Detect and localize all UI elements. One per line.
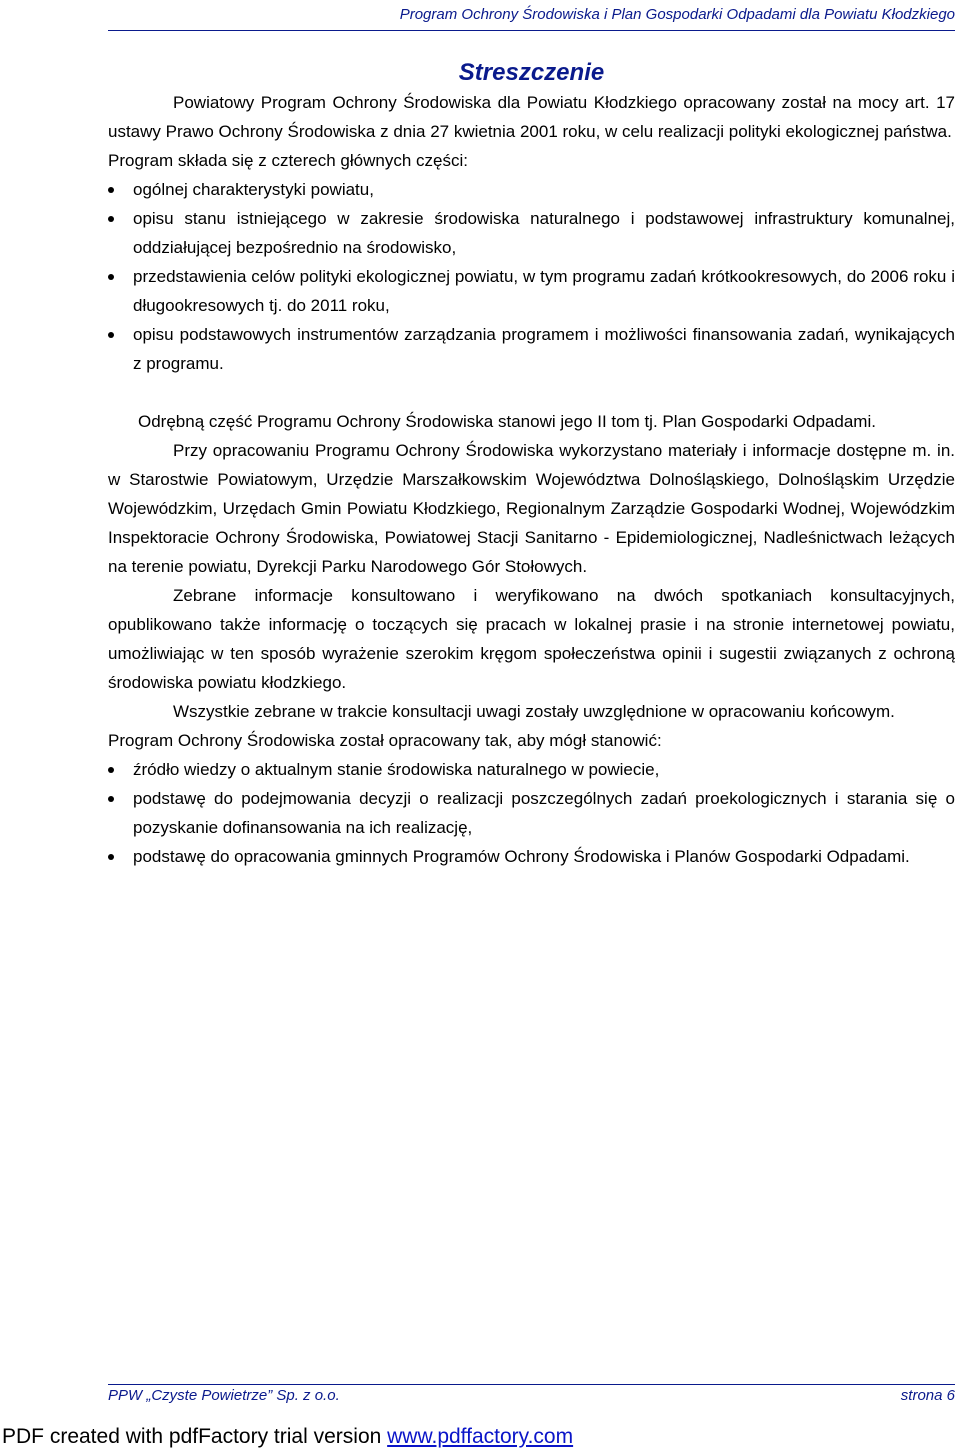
uses-list: [108, 755, 955, 871]
list-item: ogólnej charakterystyki powiatu,: [108, 175, 955, 204]
page-footer: [108, 1384, 955, 1405]
list-item: podstawę do opracowania gminnych Programów Ochrony Środowiska i Planów Gospodarki Odpadami.: [108, 842, 955, 871]
running-header: [108, 6, 955, 31]
list-item: opisu podstawowych instrumentów zarządzania programem i możliwości finansowania zadań, wynikających z programu.: [108, 320, 955, 378]
parts-list: [108, 175, 955, 378]
intro-paragraph: Powiatowy Program Ochrony Środowiska dla Powiatu Kłodzkiego opracowany został na mocy art. 17 ustawy Prawo Ochrony Środowiska z dnia 27 kwietnia 2001 roku, w celu realizacji polityki ekologicznej państwa.: [108, 93, 955, 141]
bullet-icon: [108, 274, 114, 280]
pdf-trial-notice: [2, 1424, 573, 1450]
page-title: Streszczenie: [458, 59, 605, 86]
paragraph-sources: Przy opracowaniu Programu Ochrony Środowiska wykorzystano materiały i informacje dostępne m. in. w Starostwie Powiatowym, Urzędzie Marszałkowskim Województwa Dolnośląskiego, Dolnośląskim Urzędzie Wojewódzkim, Urzędach Gmin Powiatu Kłodzkiego, Regionalnym Zarządzie Gospodarki Wodnej, Wojewódzkim Inspektoracie Ochrony Środowiska, Powiatowej Stacji Sanitarno - Epidemiologicznej, Nadleśnictwach leżących na terenie powiatu, Dyrekcji Parku Narodowego Gór Stołowych.: [108, 441, 955, 576]
list-item: źródło wiedzy o aktualnym stanie środowiska naturalnego w powiecie,: [108, 755, 955, 784]
bullet-icon: [108, 796, 114, 802]
list-item: podstawę do podejmowania decyzji o realizacji poszczególnych zadań proekologicznych i starania się o pozyskanie dofinansowania na ich realizację,: [108, 784, 955, 842]
pdffactory-link[interactable]: www.pdffactory.com: [387, 1425, 574, 1448]
bullet-icon: [108, 332, 114, 338]
header-text: Program Ochrony Środowiska i Plan Gospodarki Odpadami dla Powiatu Kłodzkiego: [399, 6, 955, 23]
paragraph-waste-plan: Odrębną część Programu Ochrony Środowiska stanowi jego II tom tj. Plan Gospodarki Odpadami.: [138, 412, 876, 431]
bullet-icon: [108, 216, 114, 222]
paragraph-remarks: Wszystkie zebrane w trakcie konsultacji uwagi zostały uwzględnione w opracowaniu końcowym.: [173, 702, 895, 721]
pdf-notice-text: PDF created with pdfFactory trial version: [2, 1425, 388, 1448]
paragraph-uses-intro: Program Ochrony Środowiska został opracowany tak, aby mógł stanowić:: [108, 731, 662, 750]
bullet-icon: [108, 187, 114, 193]
paragraph-consultations: Zebrane informacje konsultowano i weryfikowano na dwóch spotkaniach konsultacyjnych, opublikowano także informację o toczących się pracach w lokalnej prasie i na stronie internetowej powiatu, umożliwiając w ten sposób wyrażenie szerokim kręgom społeczeństwa opinii i sugestii związanych z ochroną środowiska powiatu kłodzkiego.: [108, 586, 955, 692]
list-item: przedstawienia celów polityki ekologicznej powiatu, w tym programu zadań krótkookresowych, do 2006 roku i długookresowych tj. do 2011 roku,: [108, 262, 955, 320]
document-body: [108, 88, 955, 871]
page-number: strona 6: [900, 1387, 955, 1404]
bullet-icon: [108, 767, 114, 773]
list-item: opisu stanu istniejącego w zakresie środowiska naturalnego i podstawowej infrastruktury komunalnej, oddziałującej bezpośrednio na środowisko,: [108, 204, 955, 262]
spacer: [108, 378, 955, 407]
parts-intro: Program składa się z czterech głównych części:: [108, 151, 468, 170]
bullet-icon: [108, 854, 114, 860]
footer-company: PPW „Czyste Powietrze” Sp. z o.o.: [108, 1387, 340, 1404]
